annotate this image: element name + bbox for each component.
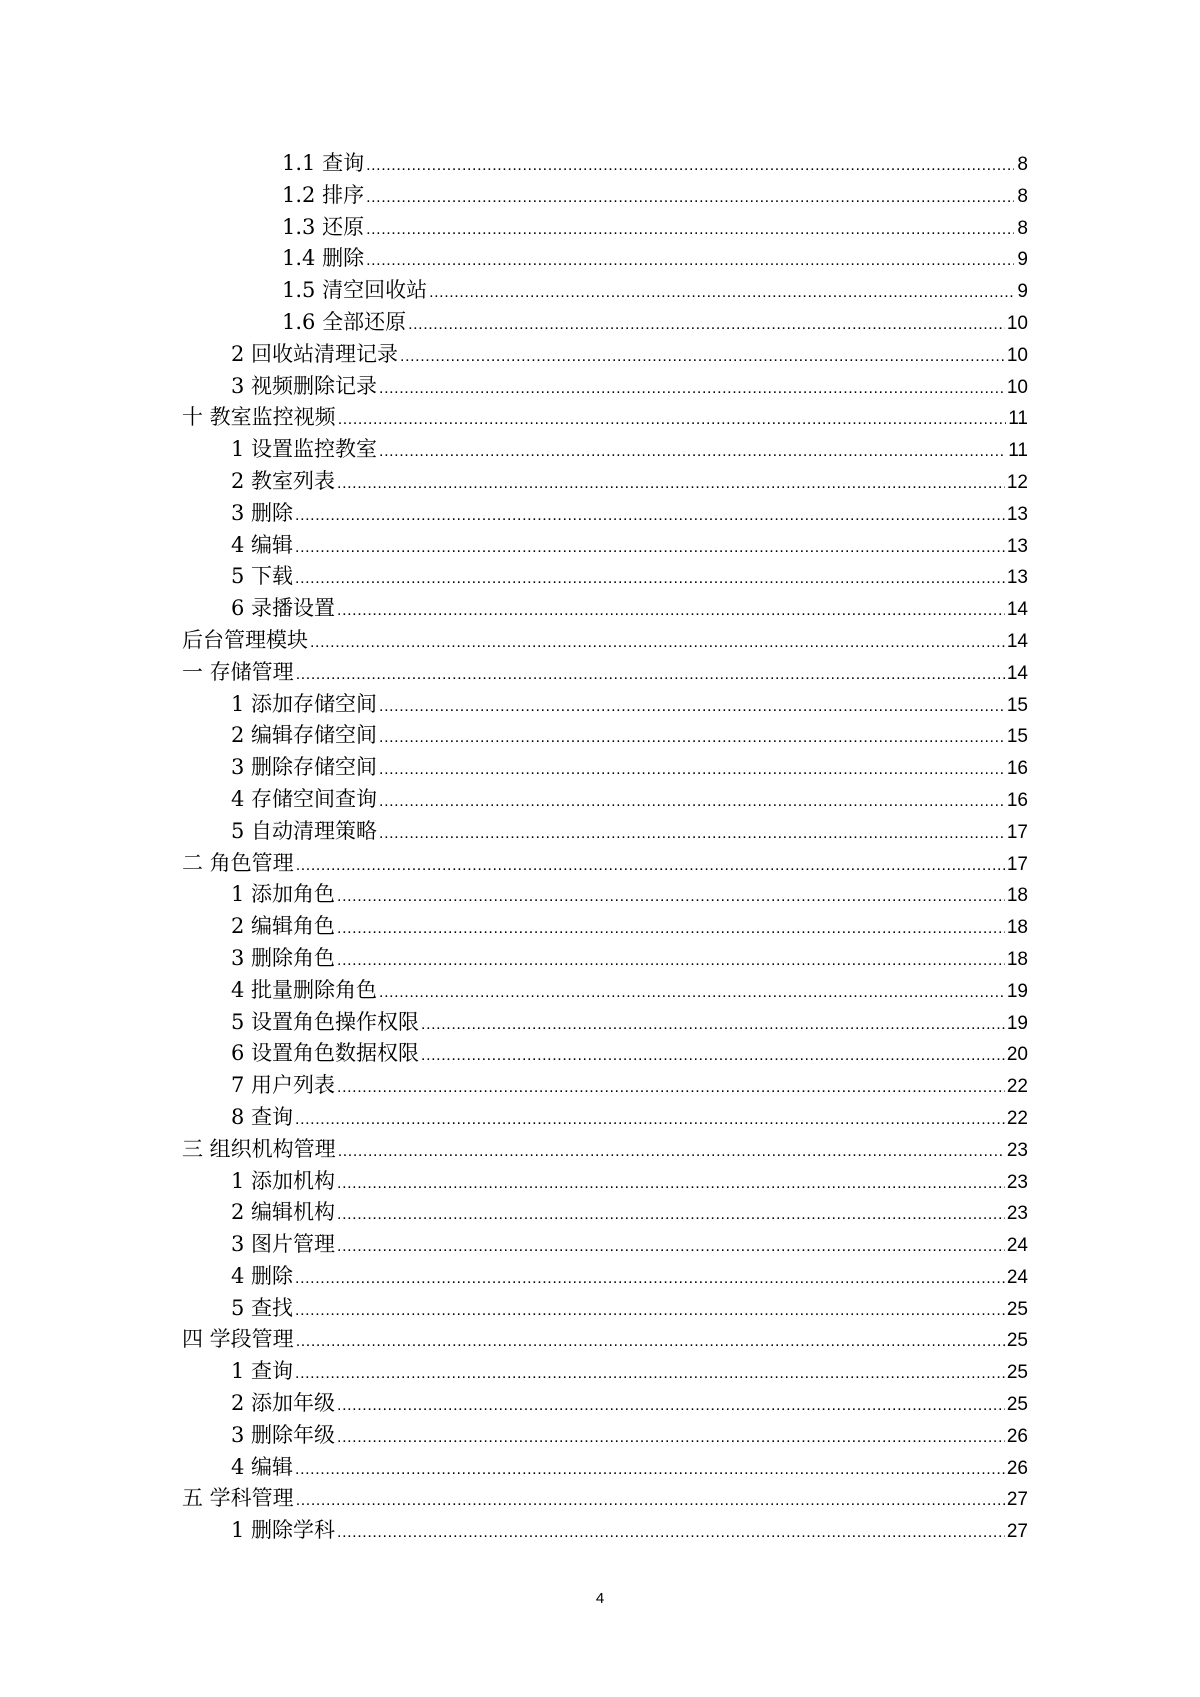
toc-dot-leader bbox=[337, 943, 1005, 977]
toc-entry-title: 5 查找 bbox=[231, 1295, 294, 1320]
toc-entry-page: 11 bbox=[1008, 408, 1028, 430]
toc-entry-title: 6 设置角色数据权限 bbox=[231, 1041, 420, 1066]
toc-dot-leader bbox=[295, 1356, 1005, 1390]
toc-dot-leader bbox=[295, 498, 1005, 532]
toc-entry-title: 1.1 查询 bbox=[282, 151, 365, 175]
toc-entry-title: 1.5 清空回收站 bbox=[282, 278, 428, 303]
toc-entry-title: 3 视频删除记录 bbox=[231, 373, 378, 398]
toc-dot-leader bbox=[408, 307, 1005, 341]
toc-entry-title: 3 删除 bbox=[231, 500, 294, 525]
toc-entry-title: 二 角色管理 bbox=[182, 850, 294, 875]
toc-entry-page: 20 bbox=[1006, 1044, 1028, 1066]
toc-entry-page: 22 bbox=[1006, 1076, 1028, 1098]
toc-entry-title: 2 教室列表 bbox=[231, 468, 336, 493]
toc-dot-leader bbox=[379, 689, 1005, 723]
toc-entry-page: 19 bbox=[1006, 1012, 1028, 1034]
toc-entry-title: 2 回收站清理记录 bbox=[231, 341, 399, 366]
toc-entry-page: 15 bbox=[1006, 726, 1028, 748]
toc-entry-title: 十 教室监控视频 bbox=[182, 405, 336, 430]
toc-dot-leader bbox=[338, 1134, 1005, 1168]
toc-entry-title: 1 查询 bbox=[231, 1359, 294, 1384]
toc-entry-page: 24 bbox=[1006, 1266, 1028, 1288]
toc-entry-title: 三 组织机构管理 bbox=[182, 1136, 336, 1161]
toc-entry-page: 16 bbox=[1006, 758, 1028, 780]
toc-entry-title: 1.4 删除 bbox=[282, 246, 365, 271]
toc-dot-leader bbox=[295, 561, 1005, 595]
toc-entry-page: 14 bbox=[1006, 662, 1028, 684]
toc-dot-leader bbox=[337, 1166, 1005, 1200]
toc-entry-page: 26 bbox=[1006, 1457, 1028, 1479]
toc-entry[interactable] bbox=[182, 1388, 1028, 1420]
toc-entry[interactable] bbox=[182, 1134, 1028, 1166]
toc-entry-title: 1 删除学科 bbox=[231, 1518, 336, 1543]
toc-dot-leader bbox=[337, 593, 1005, 627]
toc-entry[interactable] bbox=[182, 434, 1028, 466]
toc-dot-leader bbox=[366, 243, 1014, 277]
toc-entry[interactable] bbox=[182, 1229, 1028, 1261]
toc-entry-title: 2 编辑角色 bbox=[231, 914, 336, 939]
toc-entry-page: 17 bbox=[1006, 853, 1028, 875]
toc-entry-page: 18 bbox=[1006, 885, 1028, 907]
toc-entry-page: 25 bbox=[1006, 1362, 1028, 1384]
toc-dot-leader bbox=[379, 434, 1006, 468]
toc-entry-title: 5 设置角色操作权限 bbox=[231, 1009, 420, 1034]
toc-entry[interactable] bbox=[182, 943, 1028, 975]
toc-entry-title: 4 编辑 bbox=[231, 1454, 294, 1479]
toc-entry-page: 13 bbox=[1006, 567, 1028, 589]
toc-entry-title: 2 编辑机构 bbox=[231, 1200, 336, 1225]
toc-entry-page: 19 bbox=[1006, 980, 1028, 1002]
toc-entry-page: 22 bbox=[1006, 1107, 1028, 1129]
toc-entry[interactable] bbox=[182, 1293, 1028, 1325]
toc-entry[interactable] bbox=[182, 911, 1028, 943]
toc-entry-page: 14 bbox=[1006, 630, 1028, 652]
table-of-contents bbox=[182, 148, 1028, 1547]
toc-dot-leader bbox=[337, 1388, 1005, 1422]
toc-entry[interactable] bbox=[182, 275, 1028, 307]
toc-entry-title: 五 学科管理 bbox=[182, 1486, 294, 1511]
toc-entry-page: 11 bbox=[1008, 440, 1028, 462]
toc-entry-page: 18 bbox=[1006, 948, 1028, 970]
toc-entry-title: 1 添加机构 bbox=[231, 1168, 336, 1193]
toc-entry-title: 1 添加存储空间 bbox=[231, 691, 378, 716]
toc-entry[interactable] bbox=[182, 1070, 1028, 1102]
toc-entry-title: 7 用户列表 bbox=[231, 1073, 336, 1098]
toc-dot-leader bbox=[429, 275, 1014, 309]
toc-entry[interactable] bbox=[182, 1197, 1028, 1229]
toc-entry[interactable] bbox=[182, 689, 1028, 721]
toc-dot-leader bbox=[296, 1483, 1005, 1517]
toc-dot-leader bbox=[379, 371, 1005, 405]
toc-dot-leader bbox=[337, 1070, 1005, 1104]
toc-entry-page: 25 bbox=[1006, 1330, 1028, 1352]
toc-entry[interactable] bbox=[182, 1324, 1028, 1356]
toc-dot-leader bbox=[337, 1197, 1005, 1231]
toc-dot-leader bbox=[295, 1261, 1005, 1295]
toc-entry-title: 1 设置监控教室 bbox=[231, 437, 378, 462]
toc-entry[interactable] bbox=[182, 593, 1028, 625]
toc-entry[interactable] bbox=[182, 848, 1028, 880]
toc-entry[interactable] bbox=[182, 212, 1028, 244]
toc-entry-title: 4 编辑 bbox=[231, 532, 294, 557]
toc-entry-page: 10 bbox=[1006, 376, 1028, 398]
toc-entry-page: 10 bbox=[1006, 312, 1028, 334]
toc-dot-leader bbox=[337, 1229, 1005, 1263]
toc-entry[interactable] bbox=[182, 561, 1028, 593]
toc-entry[interactable] bbox=[182, 1452, 1028, 1484]
toc-entry-title: 3 删除年级 bbox=[231, 1422, 336, 1447]
toc-entry[interactable] bbox=[182, 1102, 1028, 1134]
toc-entry[interactable] bbox=[182, 1483, 1028, 1515]
toc-dot-leader bbox=[379, 720, 1005, 754]
toc-entry-title: 1.2 排序 bbox=[282, 182, 365, 207]
toc-entry[interactable] bbox=[182, 879, 1028, 911]
toc-dot-leader bbox=[295, 1102, 1005, 1136]
toc-entry-page: 27 bbox=[1006, 1521, 1028, 1543]
toc-dot-leader bbox=[379, 784, 1005, 818]
toc-entry-title: 3 图片管理 bbox=[231, 1232, 336, 1257]
toc-entry-page: 23 bbox=[1006, 1139, 1028, 1161]
toc-entry-title: 四 学段管理 bbox=[182, 1327, 294, 1352]
toc-entry-page: 13 bbox=[1006, 535, 1028, 557]
toc-entry[interactable] bbox=[182, 339, 1028, 371]
toc-dot-leader bbox=[337, 1515, 1005, 1549]
toc-entry-page: 8 bbox=[1017, 217, 1028, 239]
toc-entry-page: 12 bbox=[1006, 471, 1028, 493]
toc-entry-title: 6 录播设置 bbox=[231, 596, 336, 621]
toc-entry[interactable] bbox=[182, 784, 1028, 816]
toc-entry-title: 后台管理模块 bbox=[182, 627, 308, 652]
toc-entry-page: 8 bbox=[1017, 154, 1028, 175]
toc-entry[interactable] bbox=[182, 1356, 1028, 1388]
toc-dot-leader bbox=[400, 339, 1005, 373]
toc-entry-page: 25 bbox=[1006, 1394, 1028, 1416]
toc-entry-page: 23 bbox=[1006, 1171, 1028, 1193]
toc-entry-page: 25 bbox=[1006, 1298, 1028, 1320]
toc-entry[interactable] bbox=[182, 1515, 1028, 1547]
toc-entry[interactable] bbox=[182, 498, 1028, 530]
toc-entry[interactable] bbox=[182, 752, 1028, 784]
toc-entry-page: 26 bbox=[1006, 1425, 1028, 1447]
toc-dot-leader bbox=[421, 1007, 1005, 1041]
toc-dot-leader bbox=[337, 879, 1005, 913]
toc-entry-page: 14 bbox=[1006, 599, 1028, 621]
toc-entry-title: 1.3 还原 bbox=[282, 214, 365, 239]
toc-entry-page: 9 bbox=[1017, 249, 1028, 271]
toc-entry[interactable] bbox=[182, 307, 1028, 339]
toc-dot-leader bbox=[366, 148, 1014, 182]
toc-entry-title: 1 添加角色 bbox=[231, 882, 336, 907]
toc-entry[interactable] bbox=[182, 1007, 1028, 1039]
toc-entry-title: 4 存储空间查询 bbox=[231, 786, 378, 811]
toc-entry-title: 1.6 全部还原 bbox=[282, 309, 407, 334]
toc-entry[interactable] bbox=[182, 530, 1028, 562]
toc-entry-title: 3 删除角色 bbox=[231, 945, 336, 970]
toc-entry[interactable] bbox=[182, 657, 1028, 689]
toc-entry-title: 一 存储管理 bbox=[182, 659, 294, 684]
toc-entry-page: 27 bbox=[1006, 1489, 1028, 1511]
toc-entry[interactable] bbox=[182, 243, 1028, 275]
toc-dot-leader bbox=[338, 402, 1007, 436]
toc-entry-page: 8 bbox=[1017, 185, 1028, 207]
toc-entry[interactable] bbox=[182, 148, 1028, 180]
toc-entry-page: 10 bbox=[1006, 344, 1028, 366]
toc-entry[interactable] bbox=[182, 371, 1028, 403]
toc-dot-leader bbox=[366, 212, 1014, 246]
toc-entry[interactable] bbox=[182, 402, 1028, 434]
toc-entry-page: 24 bbox=[1006, 1235, 1028, 1257]
toc-entry-page: 16 bbox=[1006, 789, 1028, 811]
toc-dot-leader bbox=[379, 975, 1005, 1009]
toc-entry[interactable] bbox=[182, 975, 1028, 1007]
toc-entry-title: 2 编辑存储空间 bbox=[231, 723, 378, 748]
toc-entry-title: 4 删除 bbox=[231, 1263, 294, 1288]
toc-entry-page: 9 bbox=[1017, 281, 1028, 303]
toc-entry-page: 13 bbox=[1006, 503, 1028, 525]
toc-dot-leader bbox=[295, 530, 1005, 564]
toc-dot-leader bbox=[337, 466, 1005, 500]
toc-entry-page: 15 bbox=[1006, 694, 1028, 716]
page-number: 4 bbox=[595, 1590, 605, 1607]
toc-entry-page: 23 bbox=[1006, 1203, 1028, 1225]
toc-entry[interactable] bbox=[182, 1166, 1028, 1198]
toc-entry[interactable] bbox=[182, 1420, 1028, 1452]
toc-entry-title: 4 批量删除角色 bbox=[231, 977, 378, 1002]
toc-dot-leader bbox=[310, 625, 1005, 659]
toc-entry-title: 3 删除存储空间 bbox=[231, 755, 378, 780]
toc-dot-leader bbox=[296, 657, 1005, 691]
toc-entry[interactable] bbox=[182, 1038, 1028, 1070]
toc-entry[interactable] bbox=[182, 625, 1028, 657]
toc-dot-leader bbox=[296, 848, 1005, 882]
toc-entry[interactable] bbox=[182, 1261, 1028, 1293]
toc-dot-leader bbox=[337, 1420, 1005, 1454]
toc-dot-leader bbox=[421, 1038, 1005, 1072]
toc-entry-page: 17 bbox=[1006, 821, 1028, 843]
toc-dot-leader bbox=[379, 752, 1005, 786]
toc-entry[interactable] bbox=[182, 720, 1028, 752]
toc-entry-title: 2 添加年级 bbox=[231, 1391, 336, 1416]
toc-entry-title: 8 查询 bbox=[231, 1104, 294, 1129]
toc-dot-leader bbox=[337, 911, 1005, 945]
toc-dot-leader bbox=[379, 816, 1005, 850]
toc-entry-title: 5 下载 bbox=[231, 564, 294, 589]
toc-dot-leader bbox=[366, 180, 1014, 214]
toc-entry-page: 18 bbox=[1006, 917, 1028, 939]
toc-dot-leader bbox=[296, 1324, 1005, 1358]
toc-entry[interactable] bbox=[182, 816, 1028, 848]
toc-dot-leader bbox=[295, 1293, 1005, 1327]
toc-dot-leader bbox=[295, 1452, 1005, 1486]
toc-entry-title: 5 自动清理策略 bbox=[231, 818, 378, 843]
toc-entry[interactable] bbox=[182, 180, 1028, 212]
toc-entry[interactable] bbox=[182, 466, 1028, 498]
